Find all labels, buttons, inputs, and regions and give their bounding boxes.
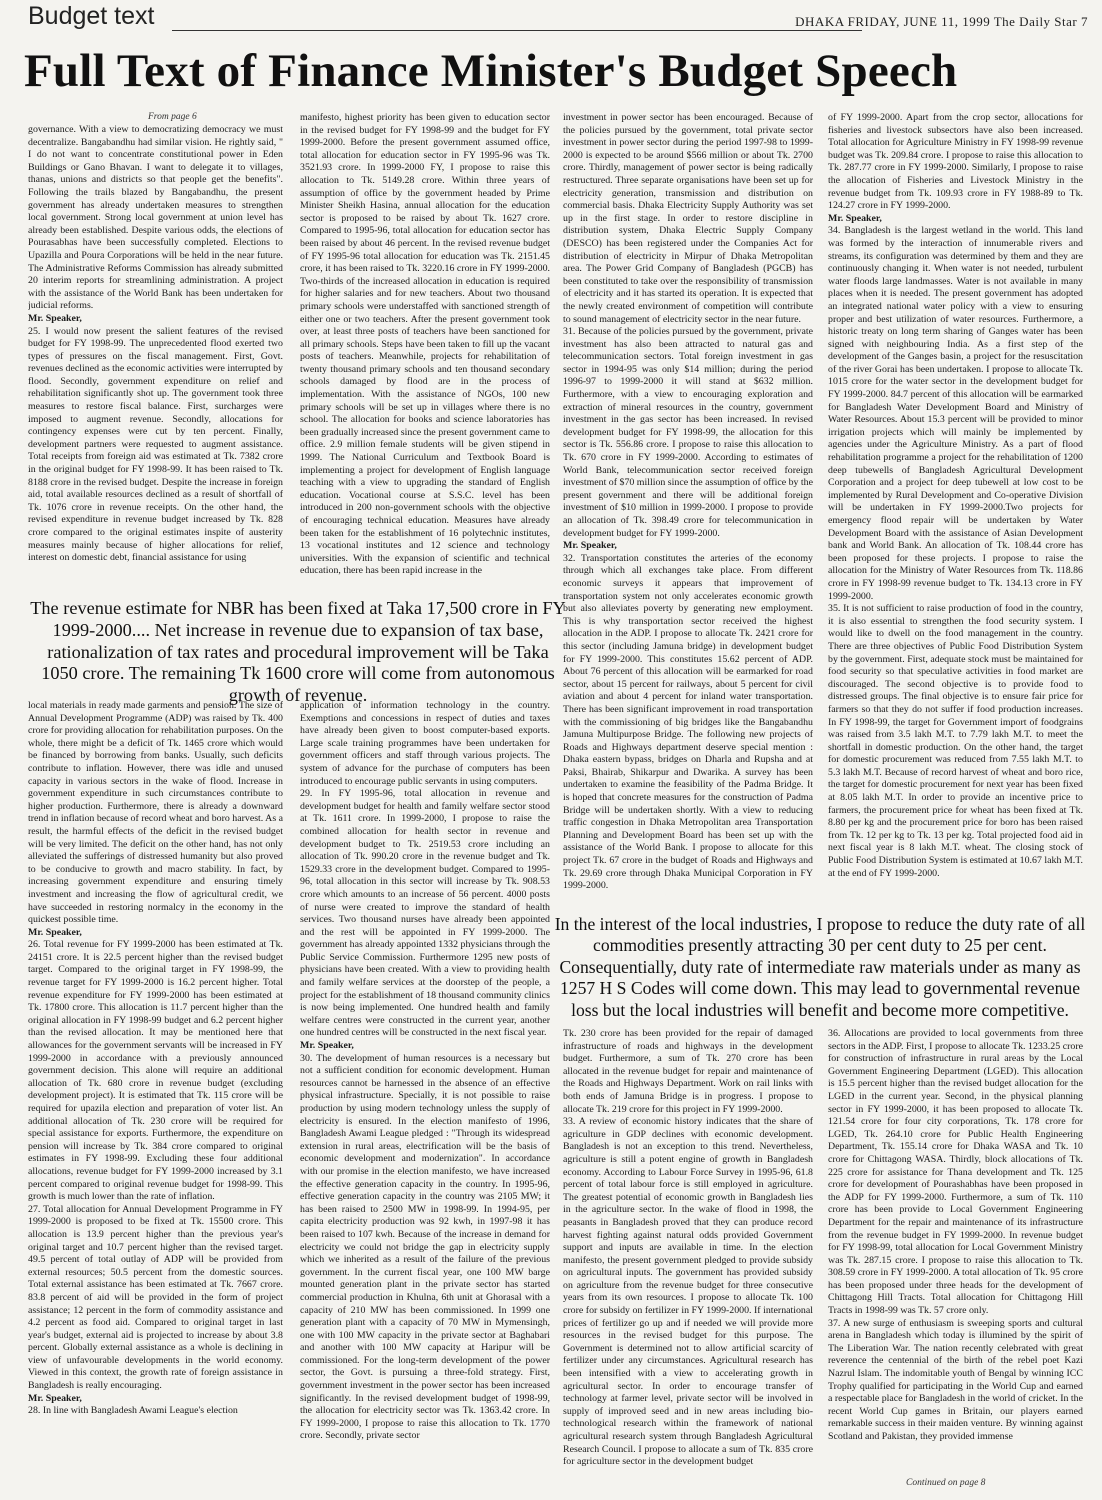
column-1-bottom	[28, 700, 283, 1492]
paragraph: application of information technology in the country. Exemptions and concessions in respect of duties and taxes have already been given to boost computer-based exports. Large scale training programmes have been undertaken for government officers and staff through various projects. The system of advance for the purchase of computers has been introduced to encourage public servants in using computers.	[300, 700, 550, 787]
paragraph: of FY 1999-2000. Apart from the crop sector, allocations for fisheries and livestock subsectors have also been increased. Total allocation for Agriculture Ministry in FY 1998-99 revenue budget was Tk. 209.84 crore. I propose to raise this allocation to Tk. 287.77 crore in FY 1999-2000. Similarly, I propose to raise the allocation of Fisheries and Livestock Ministry in the revenue budget from Tk. 109.93 crore in FY 1988-89 to Tk. 124.27 crore in FY 1999-2000.	[828, 112, 1083, 212]
speaker-label: Mr. Speaker,	[300, 1040, 354, 1052]
paragraph: 32. Transportation constitutes the arteries of the economy through which all exchanges take place. From different economic surveys it appears that improvement of transportation system not only accelerates economic growth but also alleviates poverty by generating new employment. This is why transportation sector received the highest allocation in the ADP. I propose to allocate Tk. 2421 crore for this sector (including Jamuna bridge) in development budget for FY 1999-2000. This constitutes 15.62 percent of ADP. About 76 percent of this allocation will be earmarked for road sector, about 15 percent for railways, about 5 percent for civil aviation and about 4 percent for inland water transportation. There has been significant improvement in road transportation with the commissioning of big bridges like the Bangabandhu Jamuna Multipurpose Bridge. The following new projects of Roads and Highways department deserve special mention : Dhaka eastern bypass, bridges on Dharla and Rupsha and at Paksi, Bhairab, Shikarpur and Dwarika. A survey has been undertaken to examine the feasibility of the Padma Bridge. It is hoped that concrete measures for the construction of Padma Bridge will be undertaken shortly. With a view to reducing traffic congestion in Dhaka Metropolitan area Transportation Planning and Development Board has been set up with the assistance of the World Bank. I propose to allocate for this project Tk. 67 crore in the budget of Roads and Highways and Tk. 29.69 crore through Dhaka Municipal Corporation in FY 1999-2000.	[563, 552, 813, 892]
paragraph: 29. In FY 1995-96, total allocation in revenue and development budget for health and family welfare sector stood at Tk. 1611 crore. In 1999-2000, I propose to raise the combined allocation for health sector in revenue and development budget to Tk. 2519.53 crore including an allocation of Tk. 990.20 crore in the revenue budget and Tk. 1529.33 crore in the development budget. Compared to 1995-96, total allocation in this sector will increase by Tk. 908.53 crore which amounts to an increase of 56 percent. 4000 posts of nurse were created to improve the standard of health services. Two thousand nurses have already been appointed and the rest will be appointed in FY 1999-2000. The government has already appointed 1332 physicians through the Public Service Commission. Furthermore 1295 new posts of physicians have been created. With a view to providing health and family welfare services at the doorstep of the people, a project for the establishment of 18 thousand community clinics is now being implemented. One hundred health and family welfare centres were constructed in the current year, another one hundred centres will be constructed in the next fiscal year.	[300, 788, 550, 1039]
pullquote-duty-rate: In the interest of the local industries, I propose to reduce the duty rate of all commodities presently attracting 30 per cent duty to 25 per cent. Consequentially, duty rate of intermediate raw materials under as many as 1257 H S Codes will come down. This may lead to governmental revenue loss but the local industries will benefit and become more competitive.	[554, 914, 1086, 1020]
paragraph: governance. With a view to democratizing democracy we must decentralize. Bangabandhu had similar vision. He rightly said, " I do not want to concentrate constitutional power in Eden Buildings or Gano Bhavan. I want to delegate it to villages, thanas, unions and districts so that people get the benefits". Following the trails blazed by Bangabandhu, the present government has already undertaken measures to strengthen local government. Strong local government at union level has already been established. Despite various odds, the elections of Pourasabhas have been successfully completed. Elections to Upazilla and Poura Corporations will be held in the near future. The Administrative Reforms Commission has already submitted 20 interim reports for streamlining administration. A project with the assistance of the World Bank has been undertaken for judicial reforms.	[28, 124, 283, 312]
speaker-label: Mr. Speaker,	[28, 1392, 82, 1404]
paragraph: 33. A review of economic history indicates that the share of agriculture in GDP declines with economic development. Bangladesh is not an exception to this trend. Nevertheless, agriculture is still a potent engine of growth in Bangladesh economy. According to Labour Force Survey in 1995-96, 61.8 percent of total labour force is still employed in agriculture. The greatest potential of economic growth in Bangladesh lies in the agriculture sector. In the wake of flood in 1998, the peasants in Bangladesh proved that they can produce record harvest fighting against natural odds provided Government support and inputs are available in time. In the election manifesto, the present government pledged to provide subsidy on agricultural inputs. The government has provided subsidy on agriculture from the revenue budget for three consecutive years from its own resources. I propose to allocate Tk. 100 crore for subsidy on fertilizer in FY 1999-2000. If international prices of fertilizer go up and if needed we will provide more resources in the revised budget for this purpose. The Government is determined not to allow artificial scarcity of fertilizer under any circumstances. Agricultural research has been intensified with a view to accelerating growth in agricultural sector. In order to encourage transfer of technology at farmer level, private sector will be involved in supply of improved seed and in new areas including bio-technological research within the framework of national agricultural research system through Bangladesh Agricultural Research Council. I propose to allocate a sum of Tk. 835 crore for agriculture sector in the development budget	[563, 1116, 813, 1468]
pullquote-revenue: The revenue estimate for NBR has been fixed at Taka 17,500 crore in FY 1999-2000.... Net increase in revenue due to expansion of tax base, rationalization of tax rates and procedural improvement will be Taka 1050 crore. The remaining Tk 1600 crore will come from autonomous growth of revenue.	[30, 598, 566, 706]
speaker-label: Mr. Speaker,	[28, 926, 82, 938]
paragraph: 26. Total revenue for FY 1999-2000 has been estimated at Tk. 24151 crore. It is 22.5 percent higher than the revised budget target. Compared to the original target in FY 1998-99, the revenue target for FY 1999-2000 is 16.2 percent higher. Total revenue expenditure for FY 1999-2000 has been estimated at Tk. 17800 crore. This allocation is 11.7 percent higher than the original allocation in FY 1998-99 budget and 6.2 percent higher than the revised allocation. It may be mentioned here that allowances for the government servants will be increased in FY 1999-2000 in accordance with a previously announced government decision. This alone will require an additional allocation of Tk. 680 crore in revenue budget (excluding development project). It is estimated that Tk. 115 crore will be required for upazila election and preparation of voter list. An additional allocation of Tk. 230 crore will be required for special assistance for exports. Furthermore, the expenditure on pension will increase by Tk. 384 crore compared to original estimates in FY 1998-99. Excluding these four additional allocations, revenue budget for FY 1999-2000 increased by 3.1 percent compared to original revenue budget for 1998-99. This growth is much lower than the rate of inflation.	[28, 939, 283, 1203]
column-4-bottom	[828, 1028, 1083, 1476]
column-1-top	[28, 124, 283, 594]
paragraph: 37. A new surge of enthusiasm is sweeping sports and cultural arena in Bangladesh which today is illumined by the spirit of The Liberation War. The nation recently celebrated with great reverence the centennial of the birth of the rebel poet Kazi Nazrul Islam. The indomitable youth of Bengal by winning ICC Trophy qualified for participating in the World Cup and earned a respectable place for Bangladesh in the world of cricket. In the recent World Cup games in Britain, our players earned remarkable success in their maiden venture. By winning against Scotland and Pakistan, they provided immense	[828, 1317, 1083, 1442]
paragraph: 28. In line with Bangladesh Awami League's election	[28, 1405, 238, 1417]
section-label: Budget text	[28, 2, 155, 30]
speaker-label: Mr. Speaker,	[563, 540, 617, 552]
paragraph: 36. Allocations are provided to local governments from three sectors in the ADP. First, I propose to allocate Tk. 1233.25 crore for construction of infrastructure in rural areas by the Local Government Engineering Department (LGED). This allocation is 15.5 percent higher than the revised budget allocation for the LGED in the current year. Second, in the physical planning sector in FY 1999-2000, it has been proposed to allocate Tk. 121.54 crore for four city corporations, Tk. 178 crore for LGED, Tk. 264.10 crore for Public Health Engineering Department, Tk. 155.14 crore for Dhaka WASA and Tk. 10 crore for Chittagong WASA. Thirdly, block allocations of Tk. 225 crore for assistance for Thana development and Tk. 125 crore for development of Pourashabhas have been proposed in the ADP for FY 1999-2000. Furthermore, a sum of Tk. 110 crore has been provide to Local Government Engineering Department for the repair and maintenance of its infrastructure from the revenue budget in FY 1999-2000. In revenue budget for FY 1998-99, total allocation for Local Government Ministry was Tk. 287.15 crore. I propose to raise this allocation to Tk. 308.59 crore in FY 1999-2000. A total allocation of Tk. 95 crore has been proposed under three heads for the development of Chittagong Hill Tracts. Total allocation for Chittagong Hill Tracts in 1998-99 was Tk. 57 crore only.	[828, 1028, 1083, 1317]
column-4-top	[828, 112, 1083, 907]
paragraph: 27. Total allocation for Annual Development Programme in FY 1999-2000 is proposed to be fixed at Tk. 15500 crore. This allocation is 13.9 percent higher than the previous year's original target and 10.7 percent higher than the revised target. 49.5 percent of total outlay of ADP will be provided from external resources; 50.5 percent from the domestic sources. Total external assistance has been estimated at Tk. 7667 crore. 83.8 percent of aid will be provided in the form of project assistance; 12 percent in the form of commodity assistance and 4.2 percent as food aid. Compared to original target in last year's budget, external aid is projected to increase by about 3.8 percent. Globally external assistance as a whole is declining in view of unfavourable developments in the world economy. Viewed in this context, the growth rate of foreign assistance in Bangladesh is really encouraging.	[28, 1203, 283, 1392]
section-rule	[172, 30, 862, 31]
paragraph: investment in power sector has been encouraged. Because of the policies pursued by the government, total private sector investment in power sector during the period 1997-98 to 1999-2000 is expected to be around $566 million or about Tk. 2700 crore. Thirdly, management of power sector is being radically restructured. Three separate organisations have been set up for electricity generation, transmission and distribution on commercial basis. Dhaka Electricity Supply Authority was set up in the first stage. In order to restore discipline in distribution system, Dhaka Electric Supply Company (DESCO) has been registered under the Companies Act for distribution of electricity in Mirpur of Dhaka Metropolitan area. The Power Grid Company of Bangladesh (PGCB) has been constituted to take over the responsibility of transmission of electricity and it has started its operation. It is expected that the newly created environment of competition will contribute to sound management of electricity sector in the near future.	[563, 112, 813, 325]
column-3-bottom	[563, 1028, 813, 1492]
paragraph: 30. The development of human resources is a necessary but not a sufficient condition for economic development. Human resources cannot be harnessed in the absence of an effective physical infrastructure. Specially, it is not possible to raise production by using modern technology unless the supply of electricity is ensured. In the election manifesto of 1996, Bangladesh Awami League pledged : "Through its widespread extension in rural areas, electrification will be the basis of economic development and modernization". In accordance with our promise in the election manifesto, we have increased the effective generation capacity in the country. In 1995-96, effective generation capacity in the country was 2105 MW; it has been raised to 2500 MW in 1998-99. In 1994-95, per capita electricity production was 92 kwh, in 1997-98 it has been raised to 107 kwh. Because of the increase in demand for electricity we could not bridge the gap in electricity supply which we inherited as a result of the failure of the previous government. In the current fiscal year, one 100 MW barge mounted generation plant in the private sector has started commercial production in Khulna, 6th unit at Ghorasal with a capacity of 210 MW has been commissioned. In 1999 one generation plant with a capacity of 70 MW in Mymensingh, one with 100 MW capacity in the private sector at Baghabari and another with 100 MW capacity at Haripur will be commissioned. For the long-term development of the power sector, the Govt. is pursuing a three-fold strategy. First, government investment in the power sector has been increased significantly. In the revised development budget of 1998-99, the allocation for electricity sector was Tk. 1363.42 crore. In FY 1999-2000, I propose to raise this allocation to Tk. 1770 crore. Secondly, private sector	[300, 1052, 550, 1442]
from-page-note: From page 6	[148, 112, 197, 122]
paragraph: manifesto, highest priority has been given to education sector in the revised budget for FY 1998-99 and the budget for FY 1999-2000. Before the present government assumed office, total allocation for education sector in FY 1995-96 was Tk. 3521.93 crore. In 1999-2000 FY, I propose to raise this allocation to Tk. 5149.28 crore. Within three years of assumption of office by the government headed by Prime Minister Sheikh Hasina, annual allocation for the education sector is proposed to be raised by about Tk. 1627 crore. Compared to 1995-96, total allocation for education sector has been raised by about 46 percent. In the revised revenue budget of FY 1995-96 total allocation for education was Tk. 2151.45 crore, it has been raised to Tk. 3220.16 crore in FY 1999-2000. Two-thirds of the increased allocation in education is required for higher salaries and for new teachers. About two thousand primary schools were understaffed with sanctioned strength of either one or two teachers. After the present government took over, at least three posts of teachers have been sanctioned for all primary schools. Steps have been taken to fill up the vacant posts of teachers. Meanwhile, projects for rehabilitation of twenty thousand primary schools and ten thousand secondary schools damaged by flood are in the process of implementation. With the assistance of NGOs, 100 new primary schools will be set up in villages where there is no school. The allocation for books and science laboratories has been gradually increased since the present government came to office. 2.9 million female students will be given stipend in 1999. The National Curriculum and Textbook Board is implementing a project for development of English language teaching with a view to upgrading the standard of English education. Vocational course at S.S.C. level has been introduced in 200 non-government schools with the objective of encouraging technical education. Measures have already been taken for the establishment of 16 polytechnic institutes, 13 vocational institutes and 12 science and technology universities. With the expansion of scientific and technical education, there has been rapid increase in the	[300, 112, 550, 577]
speaker-label: Mr. Speaker,	[828, 212, 882, 224]
paragraph: 35. It is not sufficient to raise production of food in the country, it is also essential to strengthen the food security system. I would like to dwell on the food management in the country. There are three objectives of Public Food Distribution System by the government. First, adequate stock must be maintained for food security so that speculative activities in food market are discouraged. The second objective is to provide food to distressed groups. The final objective is to ensure fair price for farmers so that they do not suffer if food production increases. In FY 1998-99, the target for Government import of foodgrains was raised from 3.5 lakh M.T. to 7.79 lakh M.T. to meet the shortfall in domestic production. On the other hand, the target for domestic procurement was reduced from 7.55 lakh M.T. to 5.3 lakh M.T. Because of record harvest of wheat and boro rice, the target for domestic procurement for next year has been fixed at 8.05 lakh M.T. In order to provide an incentive price to farmers, the procurement price for wheat has been fixed at Tk. 8.80 per kg and the procurement price for boro has been raised from Tk. 12 per kg to Tk. 13 per kg. Total projected food aid in next fiscal year is 8 lakh M.T. wheat. The closing stock of Public Food Distribution System is estimated at 10.67 lakh M.T. at the end of FY 1999-2000.	[828, 603, 1083, 879]
column-2-top	[300, 112, 550, 594]
continued-note: Continued on page 8	[906, 1478, 986, 1488]
paragraph: local materials in ready made garments and pension. The size of Annual Development Programme (ADP) was raised by Tk. 400 crore for providing allocation for rehabilitation purposes. On the whole, there might be a deficit of Tk. 1465 crore which would be financed by borrowing from banks. Usually, such deficits contribute to inflation. However, there was idle and unused capacity in various sectors in the wake of flood. Increase in government expenditure in such circumstances contribute to higher production. Furthermore, there is already a downward trend in inflation because of record wheat and boro harvest. As a result, the harmful effects of the deficit in the revised budget will be very limited. The deficit on the other hand, has not only alleviated the sufferings of distressed humanity but also proved to be conducive to growth and macro stability. In fact, by increasing government expenditure and ensuring timely investment and increasing the flow of agricultural credit, we have succeeded in restoring normalcy in the economy in the quickest possible time.	[28, 700, 283, 926]
headline: Full Text of Finance Minister's Budget Speech	[24, 45, 958, 97]
paragraph: 34. Bangladesh is the largest wetland in the world. This land was formed by the interaction of innumerable rivers and streams, its configuration was determined by them and they are continuously changing it. When water is not needed, turbulent water floods large landmasses. Water is not available in many places when it is needed. The present government has adopted an integrated national water policy with a view to ensuring proper and best utilization of water resources. Furthermore, a historic treaty on long term sharing of Ganges water has been signed with neighbouring India. As a first step of the development of the Ganges basin, a project for the resuscitation of the river Gorai has been undertaken. I propose to allocate Tk. 1015 crore for the water sector in the development budget for FY 1999-2000. 84.7 percent of this allocation will be earmarked for Bangladesh Water Development Board and Ministry of Water Resources. About 15.3 percent will be provided to minor irrigation projects which will mainly be implemented by agencies under the Agriculture Ministry. As a part of flood rehabilitation programme a project for the rehabilitation of 1200 deep tubewells of Bangladesh Agricultural Development Corporation and a project for deep tubewell at low cost to be implemented by Rural Development and Co-operative Division will be undertaken in FY 1999-2000.Two projects for emergency flood repair will be undertaken by Water Development Board with the assistance of Asian Development bank and World Bank. An allocation of Tk. 108.44 crore has been proposed for these projects. I propose to raise the allocation for the Ministry of Water Resources from Tk. 118.86 crore in FY 1998-99 revenue budget to Tk. 134.13 crore in FY 1999-2000.	[828, 225, 1083, 602]
paragraph: 25. I would now present the salient features of the revised budget for FY 1998-99. The unprecedented flood exerted two types of pressures on the fiscal management. First, Govt. revenues declined as the economic activities were interrupted by flood. Secondly, government expenditure on relief and rehabilitation significantly shot up. The government took three measures to restore fiscal balance. First, surcharges were imposed to augment revenue. Secondly, allocations for contingency expenses were cut by ten percent. Finally, development partners were requested to augment assistance. Total receipts from foreign aid was estimated at Tk. 7382 crore in the original budget for FY 1998-99. It has been raised to Tk. 8188 crore in the revised budget. Despite the increase in foreign aid, total available resources declined as a result of shortfall of Tk. 1076 crore in revenue receipts. On the other hand, the revised expenditure in revenue budget increased by Tk. 828 crore compared to the original estimates inspite of austerity measures mainly because of higher allocations for relief, interest on domestic debt, financial assistance for using	[28, 325, 283, 564]
column-3-top	[563, 112, 813, 944]
paragraph: 31. Because of the policies pursued by the government, private investment has also been attracted to natural gas and telecommunication sectors. Total foreign investment in gas sector in 1994-95 was only $14 million; during the period 1996-97 to 1999-2000 it will stand at $632 million. Furthermore, with a view to encouraging exploration and extraction of mineral resources in the country, government investment in the gas sector has been increased. In revised development budget for FY 1998-99, the allocation for this sector is Tk. 556.86 crore. I propose to raise this allocation to Tk. 670 crore in FY 1999-2000. According to estimates of World Bank, telecommunication sector received foreign investment of $70 million since the assumption of office by the present government and there will be additional foreign investment of $10 million in 1999-2000. I propose to provide an allocation of Tk. 398.49 crore for telecommunication in development budget for FY 1999-2000.	[563, 326, 813, 539]
speaker-label: Mr. Speaker,	[28, 312, 82, 324]
dateline: DHAKA FRIDAY, JUNE 11, 1999 The Daily Star 7	[795, 14, 1088, 29]
column-2-bottom	[300, 700, 550, 1492]
paragraph: Tk. 230 crore has been provided for the repair of damaged infrastructure of roads and highways in the development budget. Furthermore, a sum of Tk. 270 crore has been allocated in the revenue budget for repair and maintenance of the Roads and Highways Department. Work on rail links with both ends of Jamuna Bridge is in progress. I propose to allocate Tk. 219 crore for this project in FY 1999-2000.	[563, 1028, 813, 1115]
